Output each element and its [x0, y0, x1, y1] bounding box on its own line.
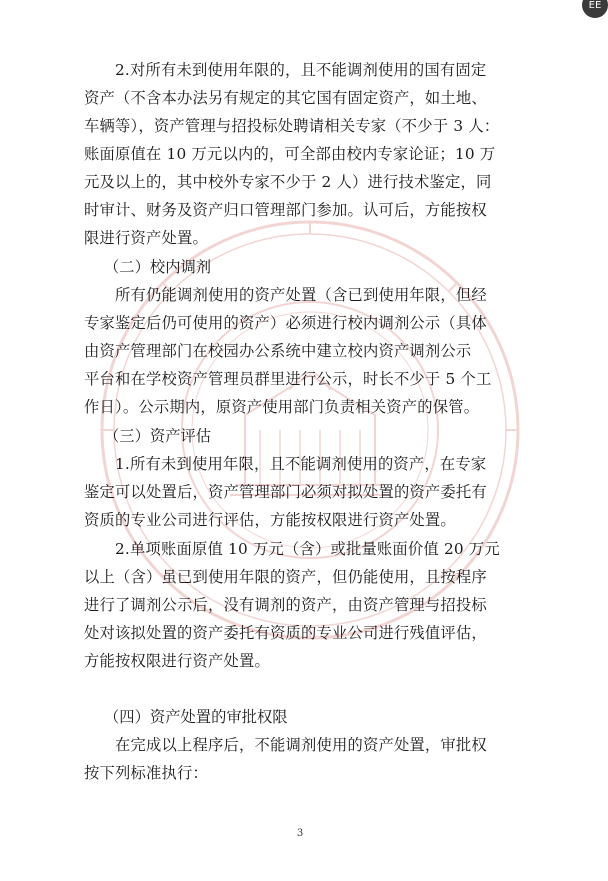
text-line: 在完成以上程序后，不能调剂使用的资产处置，审批权: [84, 736, 487, 754]
text-line: 所有仍能调剂使用的资产处置（含已到使用年限，但经: [84, 286, 487, 304]
text-line: 由资产管理部门在校园办公系统中建立校内资产调剂公示: [84, 342, 472, 360]
text-line: 账面原值在 10 万元以内的，可全部由校内专家论证；10 万: [84, 145, 496, 163]
text-line: 方能按权限进行资产处置。: [84, 652, 270, 670]
text-line: 时审计、财务及资产归口管理部门参加。认可后，方能按权: [84, 201, 487, 219]
text-line: 按下列标准执行：: [84, 764, 208, 782]
text-line: 车辆等），资产管理与招投标处聘请相关专家（不少于 3 人：: [84, 117, 500, 135]
text-line: 1.所有未到使用年限，且不能调剂使用的资产，在专家: [84, 455, 487, 473]
text-line: 进行了调剂公示后，没有调剂的资产，由资产管理与招投标: [84, 596, 487, 614]
text-line: 2.单项账面原值 10 万元（含）或批量账面价值 20 万元: [84, 540, 500, 558]
page-number: 3: [296, 828, 304, 839]
corner-badge-icon[interactable]: EE: [582, 0, 608, 18]
section-heading-approval-authority: （四）资产处置的审批权限: [104, 708, 288, 726]
text-line: 平台和在学校资产管理员群里进行公示，时长不少于 5 个工: [84, 370, 492, 388]
text-line: 以上（含）虽已到使用年限的资产，但仍能使用，且按程序: [84, 568, 487, 586]
text-line: 资质的专业公司进行评估，方能按权限进行资产处置。: [84, 511, 456, 529]
section-heading-internal-transfer: （二）校内调剂: [104, 258, 212, 276]
text-line: 资产（不含本办法另有规定的其它国有固定资产，如土地、: [84, 89, 487, 107]
section-heading-asset-evaluation: （三）资产评估: [104, 427, 212, 445]
paragraph-internal-transfer: [84, 281, 520, 421]
text-line: 鉴定可以处置后，资产管理部门必须对拟处置的资产委托有: [84, 483, 487, 501]
text-line: 元及以上的，其中校外专家不少于 2 人）进行技术鉴定，同: [84, 173, 492, 191]
text-line: 限进行资产处置。: [84, 229, 208, 247]
paragraph-2-residual-evaluation: [84, 535, 520, 675]
paragraph-1-evaluation: [84, 450, 520, 534]
paragraph-2-expert-appraisal: [84, 56, 520, 252]
text-line: 处对该拟处置的资产委托有资质的专业公司进行残值评估，: [84, 624, 487, 642]
text-line: 作日）。公示期内，原资产使用部门负责相关资产的保管。: [84, 398, 480, 416]
paragraph-approval-standard: [84, 731, 520, 787]
text-line: 专家鉴定后仍可使用的资产）必须进行校内调剂公示（具体: [84, 314, 487, 332]
text-line: 2.对所有未到使用年限的，且不能调剂使用的国有固定: [84, 61, 487, 79]
